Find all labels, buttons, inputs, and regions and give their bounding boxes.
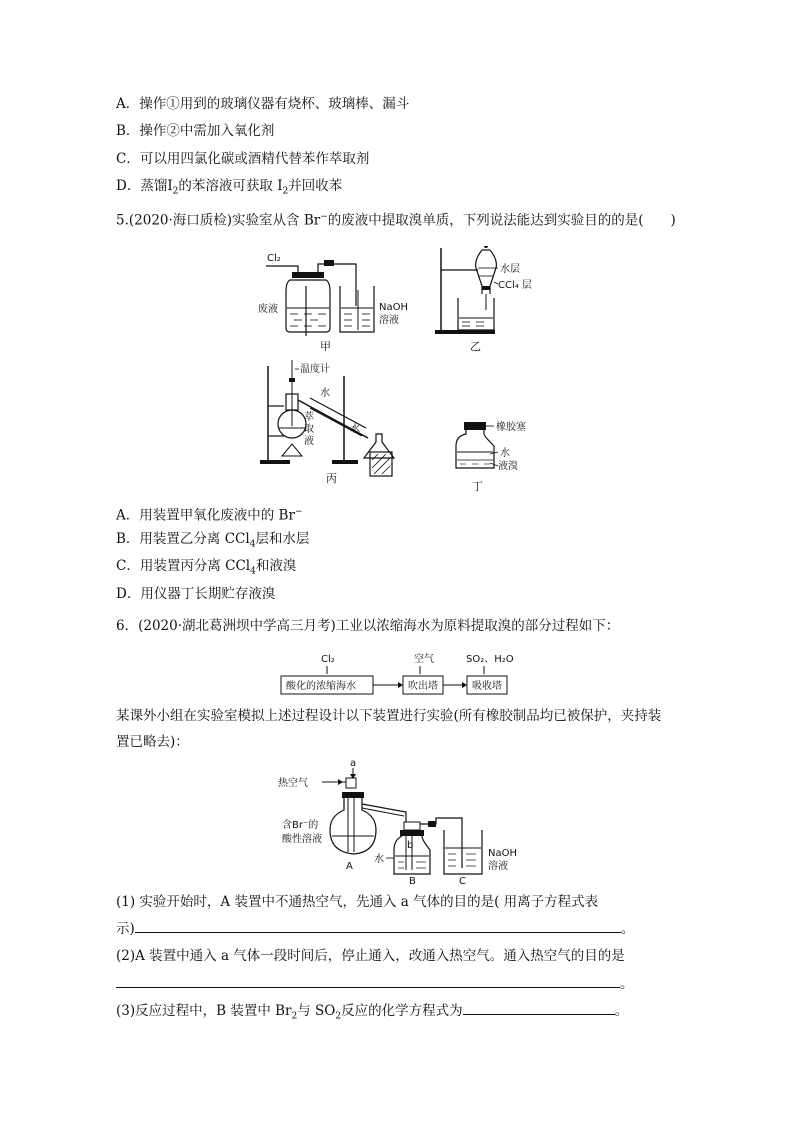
answer-blank-1[interactable] [135, 918, 621, 933]
ccl4-layer-label: CCl₄ 层 [498, 280, 532, 291]
condenser-water-in: 水 [320, 388, 330, 399]
flow-cl2-label: Cl₂ [321, 654, 335, 665]
q6-para-line2: 置已略去)： [116, 734, 189, 750]
caption-bing: 丙 [326, 472, 337, 485]
caption-ding: 丁 [472, 480, 483, 493]
q5-option-d: D．用仪器丁长期贮存液溴 [116, 586, 276, 602]
q6-stem: 6．(2020·湖北葛洲坝中学高三月考)工业以浓缩海水为原料提取溴的部分过程如下： [116, 618, 620, 634]
naoh-label-1: NaOH [379, 302, 408, 313]
q4-option-c: C．可以用四氯化碳或酒精代替苯作萃取剂 [116, 151, 370, 167]
containing-br-label-1: 含Br⁻的 [282, 820, 319, 831]
vessel-c-label: C [459, 876, 466, 884]
containing-br-label-2: 酸性溶液 [282, 834, 322, 845]
q4-option-d: D．蒸馏$I_2$的苯溶液可获取 $I_2$并回收苯 [116, 178, 343, 197]
waste-label: 废液 [258, 304, 278, 315]
vessel-b-label: B [409, 876, 416, 884]
q6-sub1-line2: 示) 。 [116, 918, 634, 939]
figure-yi [432, 246, 572, 356]
extract-char-1: 萃 [304, 412, 314, 423]
q6-sub1-line1: (1) 实验开始时，A 装置中不通热空气，先通入 a 气体的目的是( 用离子方程式表 [116, 894, 599, 910]
gas-a-label: a [350, 758, 357, 769]
answer-blank-3[interactable] [463, 1000, 615, 1015]
water-label: 水 [374, 854, 384, 865]
b-stopcock-label: b [407, 840, 414, 851]
figure-ding [452, 420, 562, 495]
q5-option-a: A．用装置甲氧化废液中的 Br− [116, 507, 303, 524]
q5-option-c: C．用装置丙分离 CCl$_4$和液溴 [116, 558, 297, 577]
flow-box-absorb: 吸收塔 [472, 681, 502, 692]
caption-jia: 甲 [320, 340, 331, 353]
liquid-bromine-label: 液溴 [498, 461, 518, 472]
extract-char-2: 取 [304, 424, 314, 435]
ding-water-label: 水 [500, 448, 510, 459]
q6-sub3: (3)反应过程中，B 装置中 $Br_2$与 $SO_2$反应的化学方程式为 。 [116, 1000, 628, 1027]
q4-option-a: A．操作①用到的玻璃仪器有烧杯、玻璃棒、漏斗 [116, 96, 410, 112]
flow-so2-label: SO₂、H₂O [466, 654, 514, 665]
naoh-c-label-2: 溶液 [488, 861, 508, 872]
hot-air-label: 热空气 [278, 778, 308, 789]
flow-box-seawater: 酸化的浓缩海水 [286, 681, 356, 692]
condenser-water-out: 水 [350, 424, 360, 435]
figure-jia [258, 246, 428, 356]
q5-option-b: B．用装置乙分离 CCl$_4$层和水层 [116, 531, 310, 550]
q6-sub2-line1: (2)A 装置中通入 a 气体一段时间后，停止通入，改通入热空气。通入热空气的目的是 [116, 948, 625, 964]
caption-yi: 乙 [470, 340, 481, 353]
apparatus-figure [276, 756, 526, 884]
flow-air-label: 空气 [414, 654, 434, 665]
vessel-a-label: A [346, 861, 353, 872]
figure-bing [258, 360, 408, 485]
q4-option-b: B．操作②中需加入氧化剂 [116, 123, 275, 139]
q6-para-line1: 某课外小组在实验室模拟上述过程设计以下装置进行实验(所有橡胶制品均已被保护，夹持装 [116, 708, 662, 724]
naoh-label-2: 溶液 [379, 315, 399, 326]
stopper-label: 橡胶塞 [496, 422, 526, 433]
water-layer-label: 水层 [500, 264, 520, 275]
process-flow [280, 650, 530, 696]
naoh-c-label-1: NaOH [488, 848, 517, 859]
cl2-label: Cl₂ [267, 253, 281, 264]
answer-blank-2[interactable] [116, 973, 620, 988]
q5-stem: 5.(2020·海口质检)实验室从含 Br−的废液中提取溴单质，下列说法能达到实验目的的是( ) [116, 212, 676, 229]
thermometer-label: 温度计 [300, 364, 330, 375]
flow-box-blowout: 吹出塔 [408, 681, 438, 692]
q6-sub2-line2: 。 [116, 973, 634, 994]
extract-char-3: 液 [304, 436, 314, 447]
